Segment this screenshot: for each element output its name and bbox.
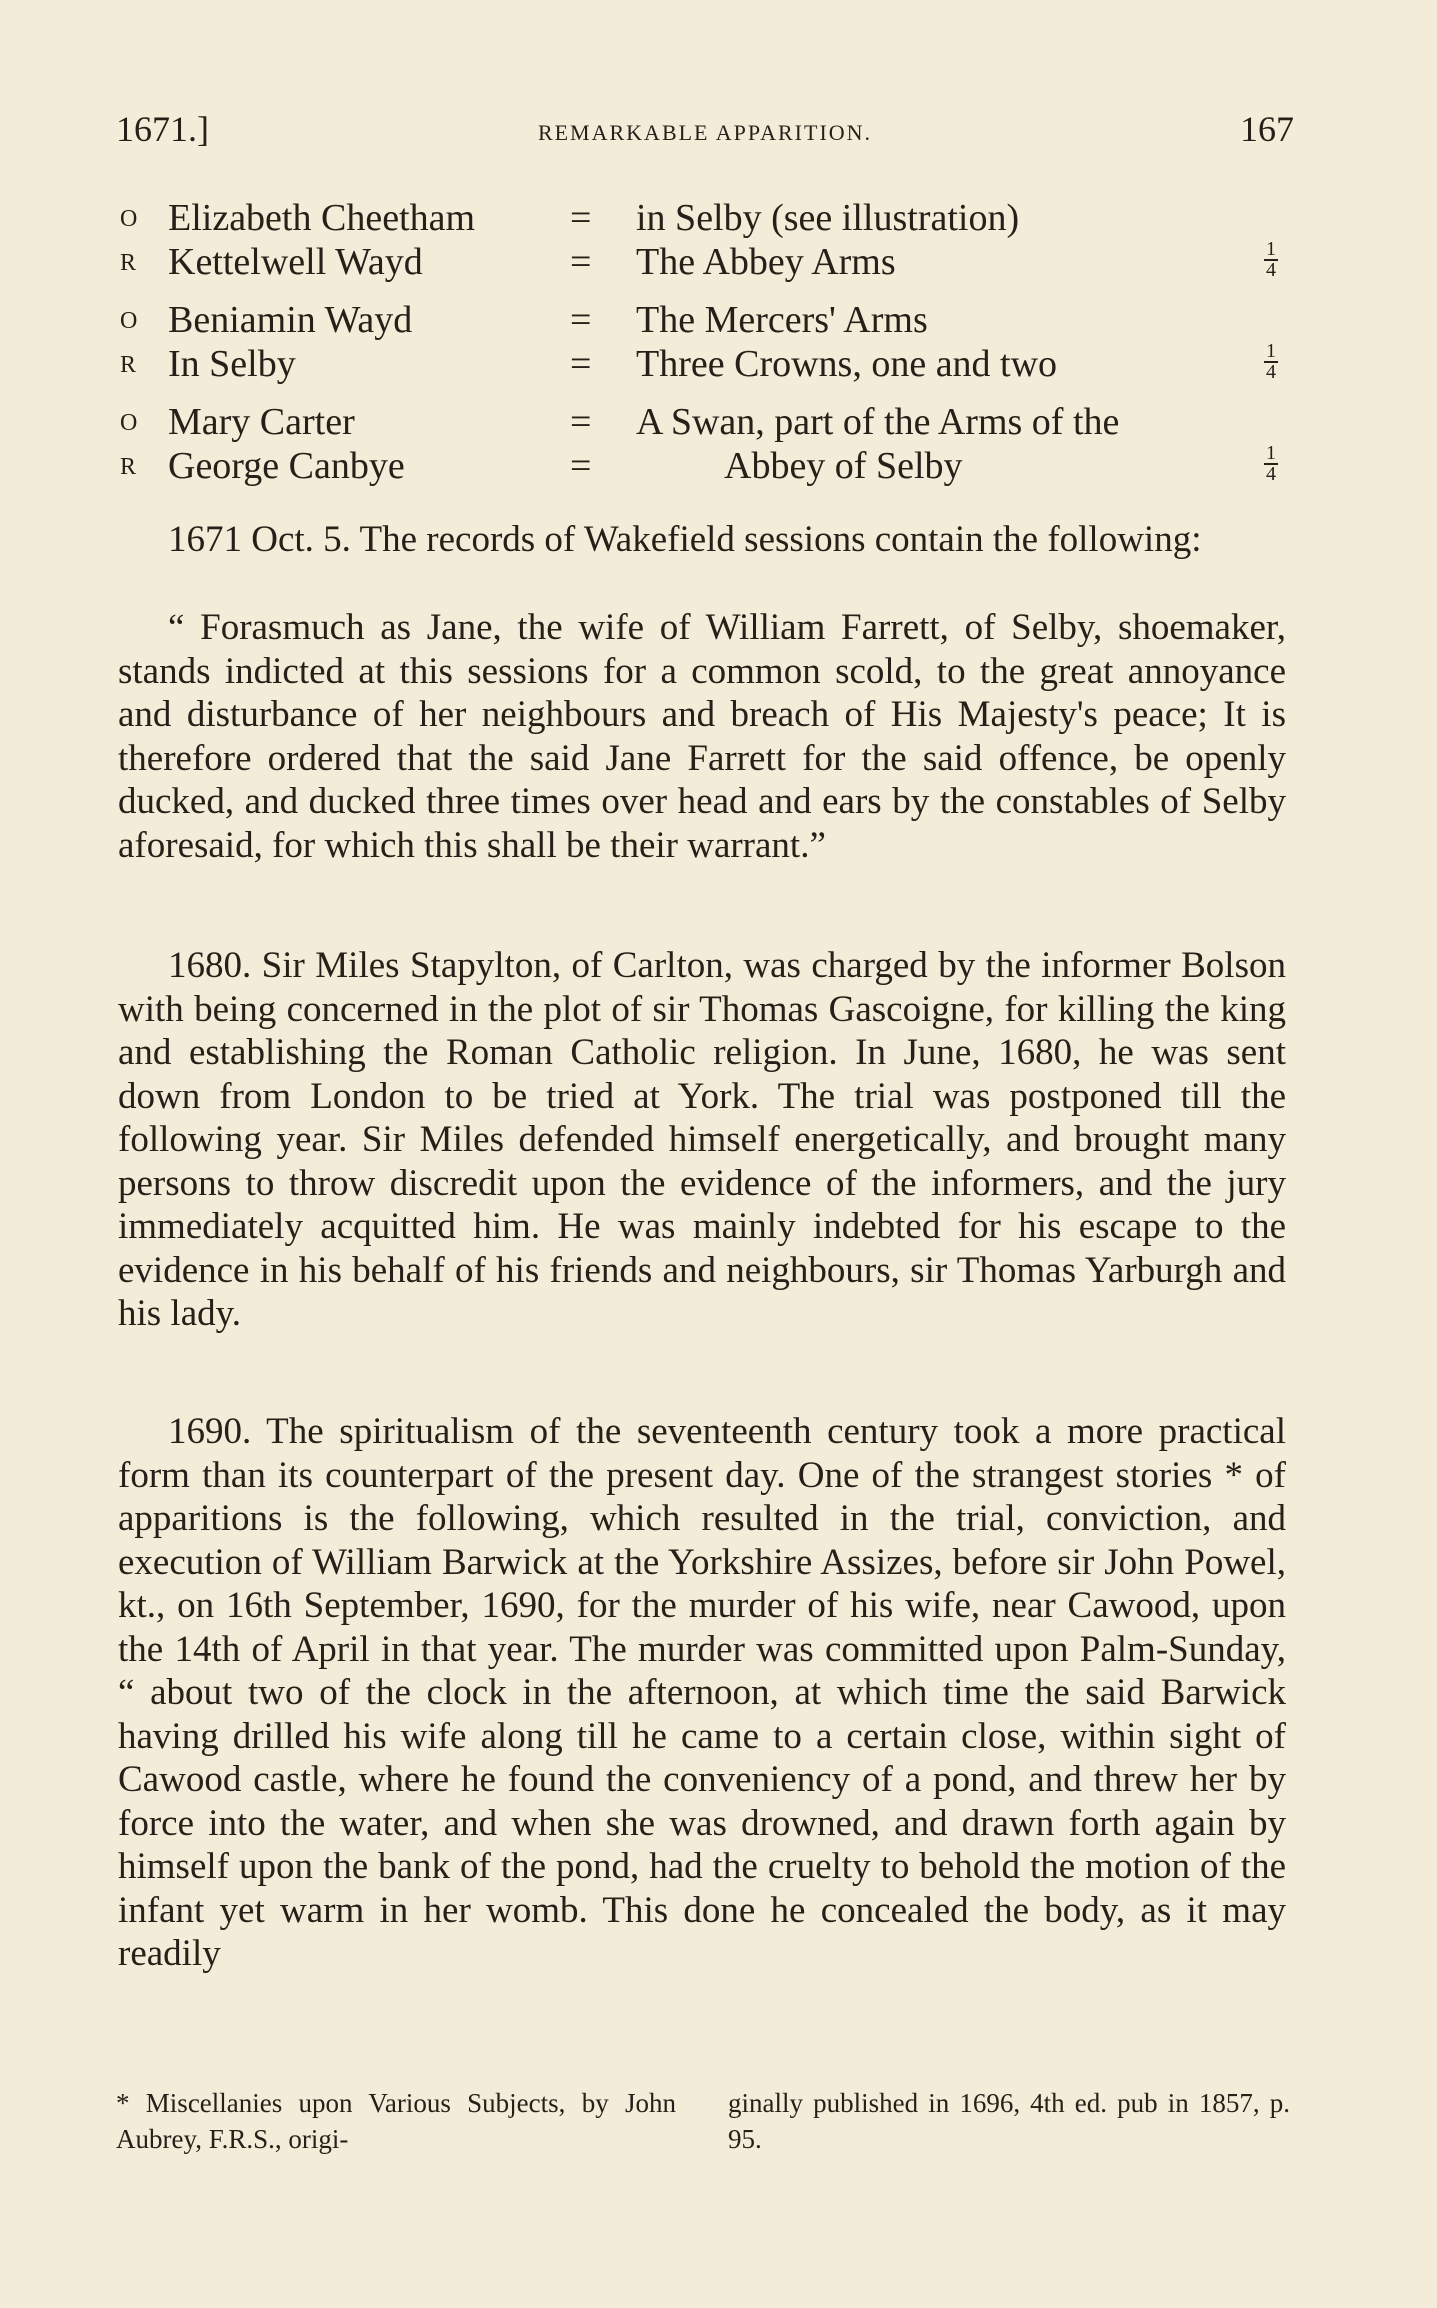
fraction-denominator: 4: [1266, 361, 1276, 383]
equals-sign: =: [570, 241, 592, 283]
token-obverse-row: [120, 400, 1292, 444]
running-title: REMARKABLE APPARITION.: [537, 120, 873, 145]
header-year: 1671.]: [116, 109, 209, 149]
token-name: Mary Carter: [168, 401, 355, 443]
fraction-numerator: 1: [1266, 238, 1276, 260]
paragraph-text: “ Forasmuch as Jane, the wife of William Farrett, of Selby, shoemaker, stands indicted at this sessions for a common scold, to the great annoyance and disturbance of her neighbours and breach of His Majesty's peace; It is therefore ordered that the said Jane Farrett for the said offence, be openly ducked, and ducked three times over head and ears by the constables of Selby aforesaid, for which this shall be their warrant.”: [118, 607, 1286, 866]
running-header: [116, 108, 1294, 158]
reverse-mark: R: [120, 352, 138, 378]
footnote-right-column: ginally published in 1696, 4th ed. pub in 1857, p. 95.: [728, 2088, 1290, 2154]
obverse-mark: O: [120, 206, 139, 232]
token-reverse-row: [120, 240, 1292, 284]
token-reverse-row: [120, 342, 1292, 386]
token-list: [120, 196, 1292, 488]
token-description: The Mercers' Arms: [636, 299, 928, 341]
token-description: in Selby (see illustration): [636, 197, 1020, 239]
reverse-mark: R: [120, 454, 138, 480]
page-number: 167: [1240, 109, 1294, 149]
token-name: Kettelwell Wayd: [168, 241, 423, 283]
fraction-denominator: 4: [1266, 463, 1276, 485]
token-name: George Canbye: [168, 445, 405, 487]
token-description: Abbey of Selby: [724, 445, 963, 487]
paragraph-1671: [118, 518, 1286, 562]
token-value-fraction: [1264, 342, 1278, 382]
obverse-mark: O: [120, 410, 139, 436]
equals-sign: =: [570, 445, 592, 487]
fraction-numerator: 1: [1266, 340, 1276, 362]
fraction-denominator: 4: [1266, 259, 1276, 281]
fraction-numerator: 1: [1266, 442, 1276, 464]
equals-sign: =: [570, 343, 592, 385]
obverse-mark: O: [120, 308, 139, 334]
token-name: Beniamin Wayd: [168, 299, 413, 341]
token-description: Three Crowns, one and two: [636, 343, 1058, 385]
token-description: A Swan, part of the Arms of the: [636, 401, 1120, 443]
paragraph-text: 1680. Sir Miles Stapylton, of Carlton, was charged by the informer Bolson with being concerned in the plot of sir Thomas Gascoigne, for killing the king and establishing the Roman Catholic religion. In June, 1680, he was sent down from London to be tried at York. The trial was postponed till the following year. Sir Miles defended himself energetically, and brought many persons to throw discredit upon the evidence of the informers, and the jury immediately acquitted him. He was mainly indebted for his escape to the evidence in his behalf of his friends and neighbours, sir Thomas Yarburgh and his lady.: [118, 945, 1286, 1334]
token-reverse-row: [120, 444, 1292, 488]
equals-sign: =: [570, 197, 592, 239]
reverse-mark: R: [120, 250, 138, 276]
token-obverse-row: [120, 196, 1292, 240]
token-name: Elizabeth Cheetham: [168, 197, 476, 239]
token-name: In Selby: [168, 343, 296, 385]
paragraph-text: 1671 Oct. 5. The records of Wakefield sessions contain the following:: [168, 519, 1202, 560]
paragraph-1680: [118, 944, 1286, 1336]
token-value-fraction: [1264, 444, 1278, 484]
paragraph-1690: [118, 1410, 1286, 1976]
paragraph-text: 1690. The spiritualism of the seventeenth century took a more practical form than its counterpart of the present day. One of the strangest stories * of apparitions is the following, which resulted in the trial, conviction, and execution of William Barwick at the Yorkshire Assizes, before sir John Powel, kt., on 16th September, 1690, for the murder of his wife, near Cawood, upon the 14th of April in that year. The murder was committed upon Palm-Sunday, “ about two of the clock in the afternoon, at which time the said Barwick having drilled his wife along till he came to a certain close, within sight of Cawood castle, where he found the conveniency of a pond, and threw her by force into the water, and when she was drowned, and drawn forth again by himself upon the bank of the pond, had the cruelty to behold the motion of the infant yet warm in her womb. This done he concealed the body, as it may readily: [118, 1411, 1286, 1974]
token-description: The Abbey Arms: [636, 241, 896, 283]
token-obverse-row: [120, 298, 1292, 342]
paragraph-order: [118, 606, 1286, 867]
footnote-left-column: * Miscellanies upon Various Subjects, by John Aubrey, F.R.S., origi-: [116, 2088, 676, 2154]
token-value-fraction: [1264, 240, 1278, 280]
equals-sign: =: [570, 401, 592, 443]
equals-sign: =: [570, 299, 592, 341]
